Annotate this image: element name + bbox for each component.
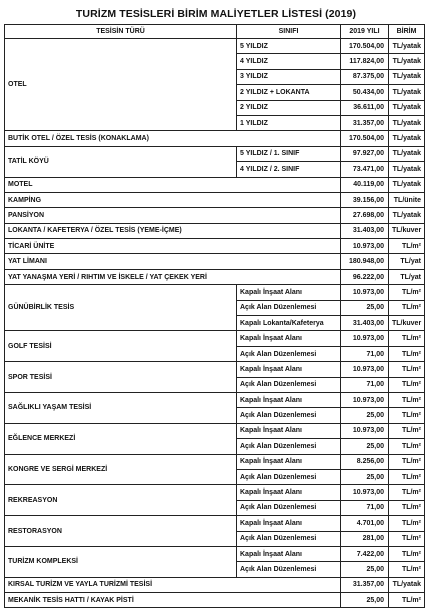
unit-cell: TL/kuver: [389, 316, 425, 331]
facility-type-cell: TATİL KÖYÜ: [5, 146, 237, 177]
cost-value-cell: 170.504,00: [341, 39, 389, 54]
table-row: [5, 146, 425, 161]
table-row: [5, 285, 425, 300]
class-cell: 4 YILDIZ: [237, 54, 341, 69]
cost-value-cell: 96.222,00: [341, 269, 389, 284]
facility-type-cell: BUTİK OTEL / ÖZEL TESİS (KONAKLAMA): [5, 131, 341, 146]
cost-value-cell: 25,00: [341, 469, 389, 484]
cost-value-cell: 10.973,00: [341, 485, 389, 500]
cost-value-cell: 281,00: [341, 531, 389, 546]
cost-value-cell: 10.973,00: [341, 362, 389, 377]
unit-cell: TL/yat: [389, 254, 425, 269]
facility-type-cell: OTEL: [5, 39, 237, 131]
class-cell: Kapalı İnşaat Alanı: [237, 362, 341, 377]
class-cell: Açık Alan Düzenlemesi: [237, 346, 341, 361]
class-cell: Kapalı İnşaat Alanı: [237, 392, 341, 407]
class-cell: Kapalı İnşaat Alanı: [237, 485, 341, 500]
cost-table: [4, 24, 425, 608]
cost-value-cell: 117.824,00: [341, 54, 389, 69]
table-row: [5, 577, 425, 592]
table-row: [5, 362, 425, 377]
unit-cell: TL/ünite: [389, 192, 425, 207]
cost-value-cell: 170.504,00: [341, 131, 389, 146]
table-row: [5, 239, 425, 254]
facility-type-cell: EĞLENCE MERKEZİ: [5, 423, 237, 454]
class-cell: 5 YILDIZ / 1. SINIF: [237, 146, 341, 161]
unit-cell: TL/m²: [389, 423, 425, 438]
table-row: [5, 192, 425, 207]
unit-cell: TL/yatak: [389, 577, 425, 592]
table-row: [5, 546, 425, 561]
header-row: [5, 25, 425, 39]
class-cell: Açık Alan Düzenlemesi: [237, 300, 341, 315]
table-row: [5, 269, 425, 284]
cost-value-cell: 10.973,00: [341, 331, 389, 346]
class-cell: Açık Alan Düzenlemesi: [237, 500, 341, 515]
cost-value-cell: 97.927,00: [341, 146, 389, 161]
header-year: 2019 YILI: [341, 25, 389, 39]
unit-cell: TL/yat: [389, 269, 425, 284]
cost-value-cell: 10.973,00: [341, 423, 389, 438]
class-cell: 2 YILDIZ: [237, 100, 341, 115]
facility-type-cell: PANSİYON: [5, 208, 341, 223]
class-cell: Açık Alan Düzenlemesi: [237, 469, 341, 484]
unit-cell: TL/m²: [389, 562, 425, 577]
facility-type-cell: TİCARİ ÜNİTE: [5, 239, 341, 254]
class-cell: 4 YILDIZ / 2. SINIF: [237, 162, 341, 177]
unit-cell: TL/m²: [389, 593, 425, 608]
unit-cell: TL/yatak: [389, 39, 425, 54]
unit-cell: TL/m²: [389, 346, 425, 361]
class-cell: 1 YILDIZ: [237, 115, 341, 130]
facility-type-cell: MOTEL: [5, 177, 341, 192]
unit-cell: TL/yatak: [389, 146, 425, 161]
class-cell: 2 YILDIZ + LOKANTA: [237, 85, 341, 100]
table-row: [5, 423, 425, 438]
cost-value-cell: 31.403,00: [341, 316, 389, 331]
facility-type-cell: SPOR TESİSİ: [5, 362, 237, 393]
table-row: [5, 485, 425, 500]
unit-cell: TL/yatak: [389, 100, 425, 115]
cost-value-cell: 10.973,00: [341, 392, 389, 407]
facility-type-cell: RESTORASYON: [5, 516, 237, 547]
unit-cell: TL/m²: [389, 362, 425, 377]
class-cell: Kapalı İnşaat Alanı: [237, 423, 341, 438]
table-row: [5, 177, 425, 192]
facility-type-cell: GÜNÜBİRLİK TESİS: [5, 285, 237, 331]
header-unit: BİRİM: [389, 25, 425, 39]
cost-value-cell: 40.119,00: [341, 177, 389, 192]
cost-value-cell: 36.611,00: [341, 100, 389, 115]
class-cell: Kapalı İnşaat Alanı: [237, 454, 341, 469]
cost-value-cell: 31.357,00: [341, 577, 389, 592]
cost-value-cell: 25,00: [341, 439, 389, 454]
unit-cell: TL/yatak: [389, 208, 425, 223]
unit-cell: TL/m²: [389, 546, 425, 561]
cost-value-cell: 7.422,00: [341, 546, 389, 561]
cost-value-cell: 25,00: [341, 408, 389, 423]
header-type: TESİSİN TÜRÜ: [5, 25, 237, 39]
cost-value-cell: 8.256,00: [341, 454, 389, 469]
class-cell: Açık Alan Düzenlemesi: [237, 377, 341, 392]
unit-cell: TL/m²: [389, 300, 425, 315]
cost-value-cell: 4.701,00: [341, 516, 389, 531]
class-cell: Kapalı Lokanta/Kafeterya: [237, 316, 341, 331]
cost-value-cell: 39.156,00: [341, 192, 389, 207]
cost-value-cell: 71,00: [341, 377, 389, 392]
cost-value-cell: 25,00: [341, 593, 389, 608]
unit-cell: TL/yatak: [389, 69, 425, 84]
cost-value-cell: 50.434,00: [341, 85, 389, 100]
cost-value-cell: 25,00: [341, 300, 389, 315]
facility-type-cell: KIRSAL TURİZM VE YAYLA TURİZMİ TESİSİ: [5, 577, 341, 592]
unit-cell: TL/yatak: [389, 131, 425, 146]
unit-cell: TL/m²: [389, 454, 425, 469]
unit-cell: TL/m²: [389, 516, 425, 531]
page-title: TURİZM TESİSLERİ BİRİM MALİYETLER LİSTESİ (2019): [75, 8, 357, 20]
class-cell: 5 YILDIZ: [237, 39, 341, 54]
class-cell: 3 YILDIZ: [237, 69, 341, 84]
cost-value-cell: 31.357,00: [341, 115, 389, 130]
unit-cell: TL/yatak: [389, 85, 425, 100]
facility-type-cell: REKREASYON: [5, 485, 237, 516]
table-row: [5, 454, 425, 469]
unit-cell: TL/m²: [389, 285, 425, 300]
table-row: [5, 593, 425, 608]
unit-cell: TL/yatak: [389, 162, 425, 177]
facility-type-cell: KONGRE VE SERGİ MERKEZİ: [5, 454, 237, 485]
table-row: [5, 254, 425, 269]
class-cell: Kapalı İnşaat Alanı: [237, 285, 341, 300]
unit-cell: TL/m²: [389, 531, 425, 546]
unit-cell: TL/m²: [389, 485, 425, 500]
unit-cell: TL/m²: [389, 392, 425, 407]
unit-cell: TL/m²: [389, 500, 425, 515]
unit-cell: TL/m²: [389, 439, 425, 454]
facility-type-cell: TURİZM KOMPLEKSİ: [5, 546, 237, 577]
facility-type-cell: GOLF TESİSİ: [5, 331, 237, 362]
cost-value-cell: 71,00: [341, 500, 389, 515]
unit-cell: TL/yatak: [389, 54, 425, 69]
table-row: [5, 331, 425, 346]
table-row: [5, 208, 425, 223]
table-row: [5, 516, 425, 531]
table-row: [5, 39, 425, 54]
cost-value-cell: 31.403,00: [341, 223, 389, 238]
unit-cell: TL/m²: [389, 469, 425, 484]
table-row: [5, 131, 425, 146]
facility-type-cell: LOKANTA / KAFETERYA / ÖZEL TESİS (YEME-İÇME): [5, 223, 341, 238]
facility-type-cell: KAMPİNG: [5, 192, 341, 207]
cost-value-cell: 73.471,00: [341, 162, 389, 177]
class-cell: Kapalı İnşaat Alanı: [237, 546, 341, 561]
class-cell: Kapalı İnşaat Alanı: [237, 516, 341, 531]
unit-cell: TL/m²: [389, 239, 425, 254]
unit-cell: TL/m²: [389, 377, 425, 392]
unit-cell: TL/kuver: [389, 223, 425, 238]
facility-type-cell: YAT LİMANI: [5, 254, 341, 269]
cost-value-cell: 27.698,00: [341, 208, 389, 223]
cost-value-cell: 10.973,00: [341, 285, 389, 300]
unit-cell: TL/yatak: [389, 177, 425, 192]
facility-type-cell: MEKANİK TESİS HATTI / KAYAK PİSTİ: [5, 593, 341, 608]
unit-cell: TL/m²: [389, 408, 425, 423]
unit-cell: TL/m²: [389, 331, 425, 346]
class-cell: Kapalı İnşaat Alanı: [237, 331, 341, 346]
table-row: [5, 223, 425, 238]
class-cell: Açık Alan Düzenlemesi: [237, 408, 341, 423]
cost-value-cell: 10.973,00: [341, 239, 389, 254]
cost-value-cell: 87.375,00: [341, 69, 389, 84]
class-cell: Açık Alan Düzenlemesi: [237, 562, 341, 577]
class-cell: Açık Alan Düzenlemesi: [237, 531, 341, 546]
cost-value-cell: 71,00: [341, 346, 389, 361]
facility-type-cell: YAT YANAŞMA YERİ / RIHTIM VE İSKELE / YAT ÇEKEK YERİ: [5, 269, 341, 284]
class-cell: Açık Alan Düzenlemesi: [237, 439, 341, 454]
facility-type-cell: SAĞLIKLI YAŞAM TESİSİ: [5, 392, 237, 423]
cost-value-cell: 180.948,00: [341, 254, 389, 269]
cost-value-cell: 25,00: [341, 562, 389, 577]
table-row: [5, 392, 425, 407]
unit-cell: TL/yatak: [389, 115, 425, 130]
header-class: SINIFI: [237, 25, 341, 39]
